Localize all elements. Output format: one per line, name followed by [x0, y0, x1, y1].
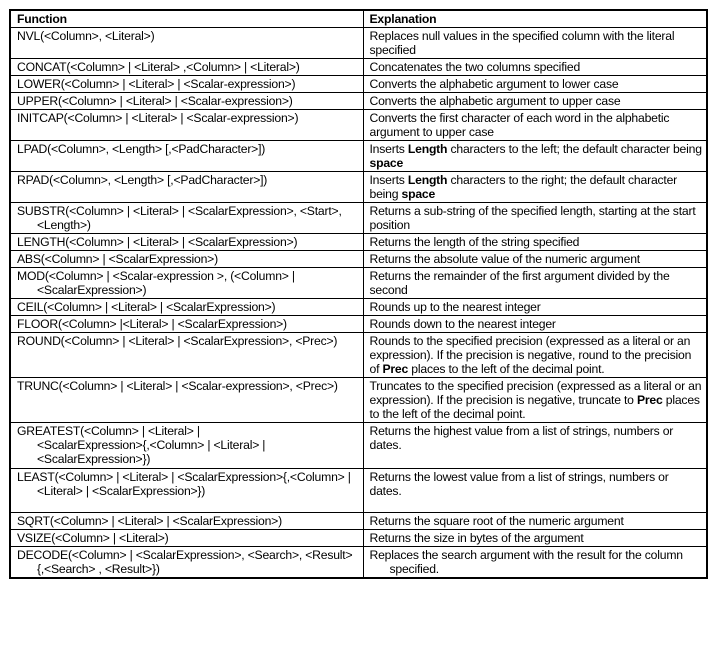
explanation-cell: Returns the highest value from a list of strings, numbers or dates. [363, 423, 707, 469]
explanation-cell: Rounds up to the nearest integer [363, 299, 707, 316]
table-row [10, 93, 707, 110]
table-row [10, 547, 707, 579]
function-cell: LENGTH(<Column> | <Literal> | <ScalarExpression>) [10, 234, 363, 251]
table-row [10, 530, 707, 547]
function-cell: TRUNC(<Column> | <Literal> | <Scalar-expression>, <Prec>) [10, 378, 363, 423]
table-row [10, 203, 707, 234]
function-cell: LOWER(<Column> | <Literal> | <Scalar-expression>) [10, 76, 363, 93]
function-cell: INITCAP(<Column> | <Literal> | <Scalar-expression>) [10, 110, 363, 141]
explanation-cell: Replaces the search argument with the result for the column specified. [363, 547, 707, 579]
explanation-cell: Inserts Length characters to the right; the default character being space [363, 172, 707, 203]
table-row [10, 141, 707, 172]
table-row [10, 110, 707, 141]
explanation-cell: Rounds to the specified precision (expressed as a literal or an expression). If the precision is negative, round to the precision of Prec places to the left of the decimal point. [363, 333, 707, 378]
function-cell: MOD(<Column> | <Scalar-expression >, (<Column> | <ScalarExpression>) [10, 268, 363, 299]
function-cell: VSIZE(<Column> | <Literal>) [10, 530, 363, 547]
table-row [10, 333, 707, 378]
explanation-cell: Converts the first character of each word in the alphabetic argument to upper case [363, 110, 707, 141]
function-cell: SQRT(<Column> | <Literal> | <ScalarExpression>) [10, 513, 363, 530]
function-cell: LPAD(<Column>, <Length> [,<PadCharacter>]) [10, 141, 363, 172]
explanation-cell: Returns the length of the string specified [363, 234, 707, 251]
table-row [10, 76, 707, 93]
table-header-row [10, 10, 707, 28]
header-function: Function [10, 10, 363, 28]
function-cell: DECODE(<Column> | <ScalarExpression>, <Search>, <Result> {,<Search> , <Result>}) [10, 547, 363, 579]
function-cell: FLOOR(<Column> |<Literal> | <ScalarExpression>) [10, 316, 363, 333]
explanation-cell: Returns a sub-string of the specified length, starting at the start position [363, 203, 707, 234]
explanation-cell: Returns the size in bytes of the argument [363, 530, 707, 547]
table-row [10, 299, 707, 316]
explanation-cell: Rounds down to the nearest integer [363, 316, 707, 333]
explanation-cell: Replaces null values in the specified column with the literal specified [363, 28, 707, 59]
header-explanation: Explanation [363, 10, 707, 28]
explanation-cell: Returns the remainder of the first argument divided by the second [363, 268, 707, 299]
function-cell: GREATEST(<Column> | <Literal> | <ScalarExpression>{,<Column> | <Literal> | <ScalarExpression>}) [10, 423, 363, 469]
table-row [10, 59, 707, 76]
function-cell: UPPER(<Column> | <Literal> | <Scalar-expression>) [10, 93, 363, 110]
explanation-cell: Converts the alphabetic argument to lower case [363, 76, 707, 93]
table-row [10, 251, 707, 268]
table-row [10, 378, 707, 423]
explanation-cell: Returns the lowest value from a list of strings, numbers or dates. [363, 469, 707, 513]
explanation-cell: Concatenates the two columns specified [363, 59, 707, 76]
table-row [10, 423, 707, 469]
explanation-cell: Truncates to the specified precision (expressed as a literal or an expression). If the precision is negative, truncate to Prec places to the left of the decimal point. [363, 378, 707, 423]
function-cell: LEAST(<Column> | <Literal> | <ScalarExpression>{,<Column> | <Literal> | <ScalarExpression>}) [10, 469, 363, 513]
explanation-cell: Converts the alphabetic argument to upper case [363, 93, 707, 110]
explanation-cell: Returns the square root of the numeric argument [363, 513, 707, 530]
function-cell: NVL(<Column>, <Literal>) [10, 28, 363, 59]
table-row [10, 28, 707, 59]
explanation-cell: Returns the absolute value of the numeric argument [363, 251, 707, 268]
function-cell: SUBSTR(<Column> | <Literal> | <ScalarExpression>, <Start>, <Length>) [10, 203, 363, 234]
function-cell: ROUND(<Column> | <Literal> | <ScalarExpression>, <Prec>) [10, 333, 363, 378]
table-row [10, 513, 707, 530]
function-cell: CEIL(<Column> | <Literal> | <ScalarExpression>) [10, 299, 363, 316]
explanation-cell: Inserts Length characters to the left; the default character being space [363, 141, 707, 172]
functions-table [9, 9, 708, 579]
table-row [10, 268, 707, 299]
function-cell: CONCAT(<Column> | <Literal> ,<Column> | <Literal>) [10, 59, 363, 76]
table-row [10, 234, 707, 251]
table-row [10, 469, 707, 513]
function-cell: RPAD(<Column>, <Length> [,<PadCharacter>]) [10, 172, 363, 203]
table-row [10, 316, 707, 333]
function-cell: ABS(<Column> | <ScalarExpression>) [10, 251, 363, 268]
table-row [10, 172, 707, 203]
